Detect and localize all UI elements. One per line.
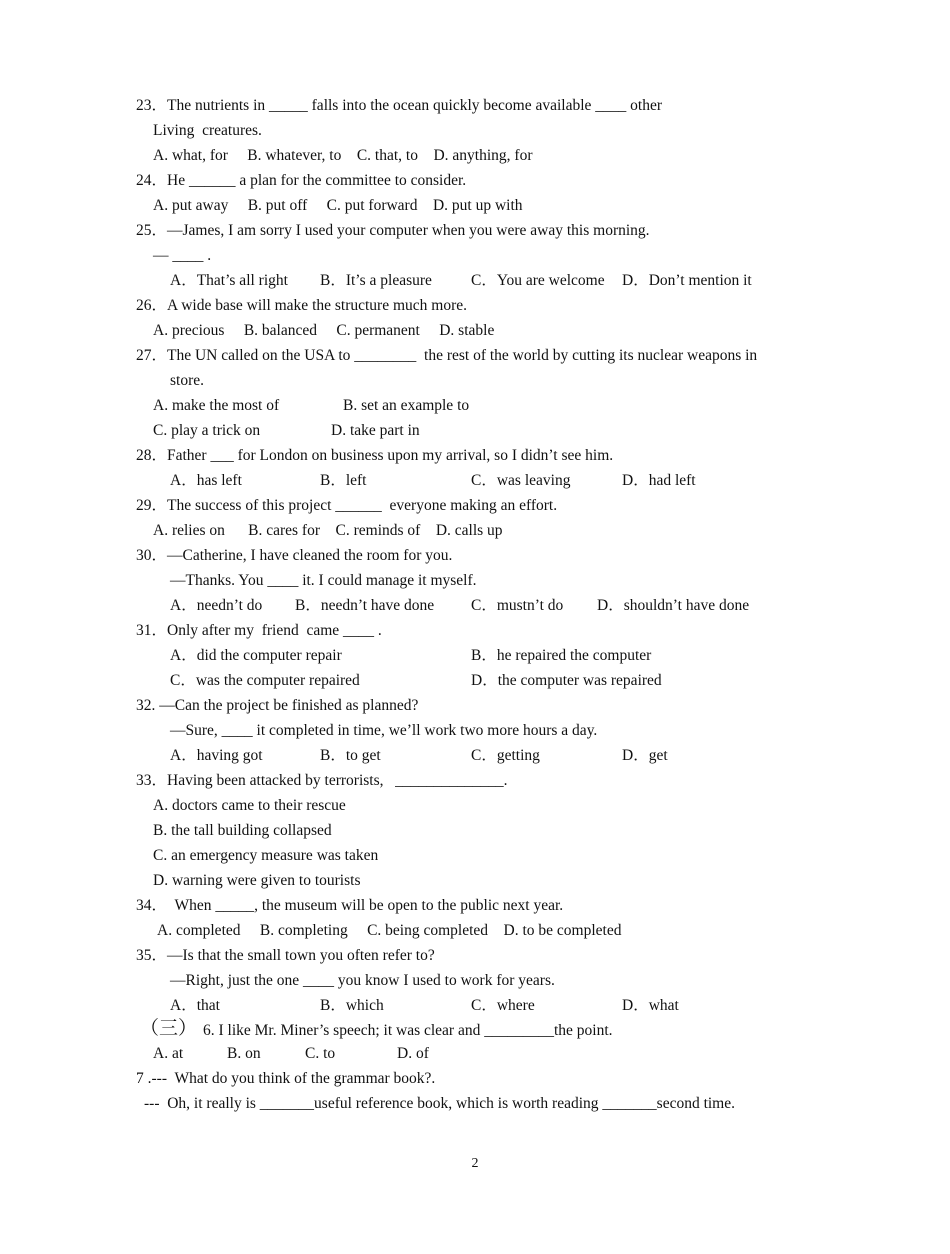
q30-stem: 30．—Catherine, I have cleaned the room for you. — [136, 547, 453, 564]
q30-reply: —Thanks. You ____ it. I could manage it myself. — [170, 572, 477, 589]
page-number: 2 — [471, 1156, 479, 1171]
q27-stem: 27．The UN called on the USA to ________ the rest of the world by cutting its nuclear weapons in — [136, 347, 758, 364]
q23-stem-cont: Living creatures. — [153, 122, 262, 139]
q31-option-a: A．did the computer repair — [170, 647, 342, 664]
q34-stem: 34． When _____, the museum will be open to the public next year. — [136, 897, 564, 914]
q35-option-d: D．what — [622, 997, 679, 1014]
q24-stem: 24．He ______ a plan for the committee to consider. — [136, 172, 467, 189]
q35-option-a: A．that — [170, 997, 220, 1014]
q30-option-a: A．needn’t do — [170, 597, 263, 614]
q27-option-d: D. take part in — [331, 422, 420, 439]
q35-stem: 35．—Is that the small town you often refer to? — [136, 947, 435, 964]
q33-option-d: D. warning were given to tourists — [153, 872, 361, 889]
q34-options: A. completed B. completing C. being completed D. to be completed — [157, 922, 622, 939]
q35-option-c: C．where — [471, 997, 535, 1014]
q25-option-c: C．You are welcome — [471, 272, 605, 289]
q32-option-b: B．to get — [320, 747, 381, 764]
q35-option-b: B．which — [320, 997, 384, 1014]
q33-option-a: A. doctors came to their rescue — [153, 797, 346, 814]
s3-q7-stem: 7 .--- What do you think of the grammar book?. — [136, 1070, 436, 1087]
q25-stem: 25．—James, I am sorry I used your computer when you were away this morning. — [136, 222, 650, 239]
q24-options: A. put away B. put off C. put forward D. put up with — [153, 197, 523, 214]
s3-q7-reply: --- Oh, it really is _______useful reference book, which is worth reading _______second time. — [144, 1095, 735, 1112]
q29-options: A. relies on B. cares for C. reminds of D. calls up — [153, 522, 503, 539]
q31-option-c: C．was the computer repaired — [170, 672, 360, 689]
q23-stem: 23．The nutrients in _____ falls into the ocean quickly become available ____ other — [136, 97, 662, 114]
q28-option-d: D．had left — [622, 472, 696, 489]
q32-option-d: D．get — [622, 747, 668, 764]
q33-stem: 33．Having been attacked by terrorists, ______________. — [136, 772, 508, 789]
q35-reply: —Right, just the one ____ you know I used to work for years. — [170, 972, 555, 989]
q32-option-c: C．getting — [471, 747, 540, 764]
q30-option-d: D．shouldn’t have done — [597, 597, 750, 614]
s3-q6-option-d: D. of — [397, 1045, 429, 1062]
q28-stem: 28．Father ___ for London on business upon my arrival, so I didn’t see him. — [136, 447, 614, 464]
q31-stem: 31．Only after my friend came ____ . — [136, 622, 382, 639]
s3-q6-option-b: B. on — [227, 1045, 261, 1062]
q32-reply: —Sure, ____ it completed in time, we’ll work two more hours a day. — [170, 722, 598, 739]
q33-option-b: B. the tall building collapsed — [153, 822, 332, 839]
q32-stem: 32. —Can the project be finished as planned? — [136, 697, 419, 714]
q28-option-b: B．left — [320, 472, 367, 489]
q27-option-b: B. set an example to — [343, 397, 470, 414]
q25-option-b: B．It’s a pleasure — [320, 272, 432, 289]
q27-option-a: A. make the most of — [153, 397, 280, 414]
q30-option-b: B．needn’t have done — [295, 597, 435, 614]
q26-stem: 26．A wide base will make the structure much more. — [136, 297, 468, 314]
q29-stem: 29．The success of this project ______ everyone making an effort. — [136, 497, 558, 514]
q28-option-c: C．was leaving — [471, 472, 571, 489]
q31-option-d: D．the computer was repaired — [471, 672, 662, 689]
q28-option-a: A．has left — [170, 472, 242, 489]
q31-option-b: B．he repaired the computer — [471, 647, 652, 664]
q27-stem-cont: store. — [170, 372, 205, 389]
s3-q6-option-c: C. to — [305, 1045, 336, 1062]
q30-option-c: C．mustn’t do — [471, 597, 564, 614]
q27-option-c: C. play a trick on — [153, 422, 261, 439]
q33-option-c: C. an emergency measure was taken — [153, 847, 379, 864]
q26-options: A. precious B. balanced C. permanent D. stable — [153, 322, 495, 339]
section-three-heading: （三） — [140, 1017, 198, 1039]
q25-option-d: D．Don’t mention it — [622, 272, 752, 289]
q25-reply: — ____ . — [153, 247, 212, 264]
s3-q6-option-a: A. at — [153, 1045, 184, 1062]
q32-option-a: A．having got — [170, 747, 263, 764]
q23-options: A. what, for B. whatever, to C. that, to D. anything, for — [153, 147, 533, 164]
q25-option-a: A．That’s all right — [170, 272, 288, 289]
s3-q6-stem: 6. I like Mr. Miner’s speech; it was clear and _________the point. — [203, 1022, 613, 1039]
